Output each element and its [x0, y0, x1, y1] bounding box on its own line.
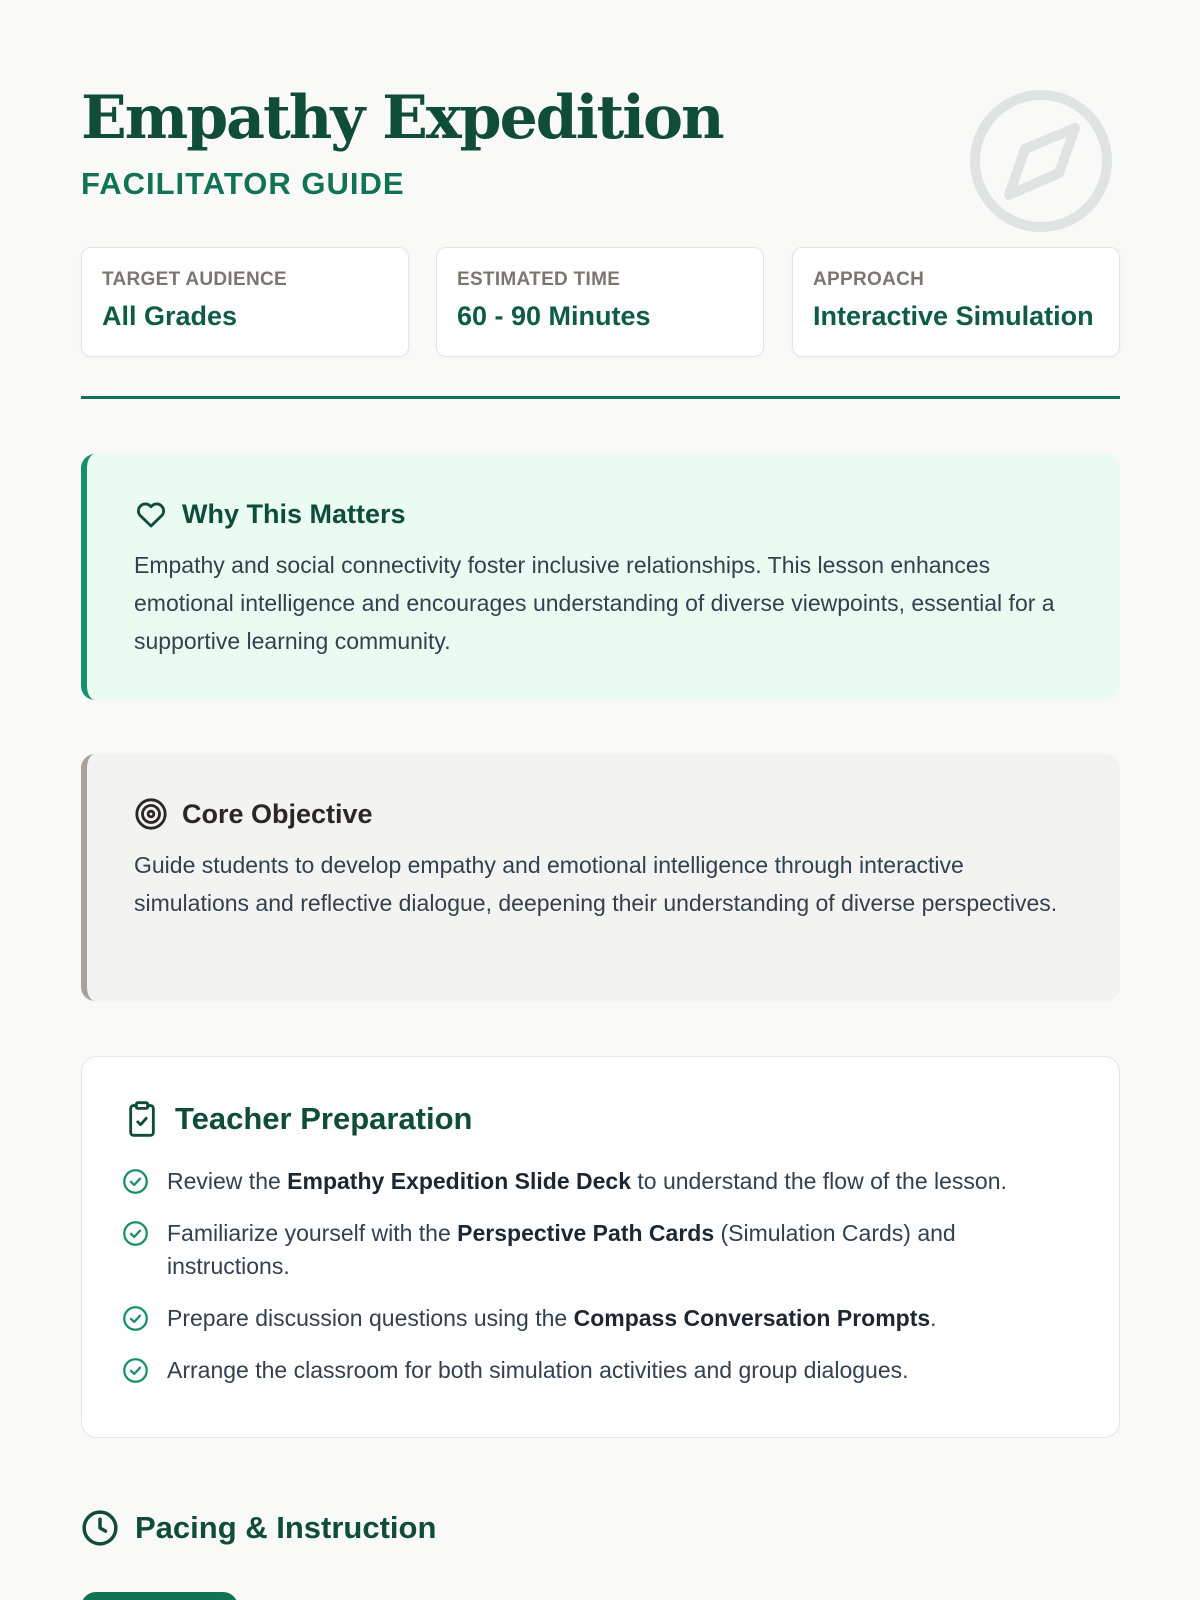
- header: [81, 0, 1120, 246]
- why-this-matters-text: Empathy and social connectivity foster inclusive relationships. This lesson enhances emotional intelligence and encourages understanding of diverse viewpoints, essential for a supportive learning community.: [134, 552, 1055, 654]
- info-card-label: APPROACH: [813, 269, 925, 290]
- info-card-approach: [792, 247, 1120, 357]
- list-item-text: Prepare discussion questions using the Compass Conversation Prompts.: [167, 1305, 937, 1331]
- list-item: [122, 1165, 1079, 1198]
- clipboard-check-icon: [125, 1100, 159, 1138]
- teacher-preparation-panel: [81, 1056, 1120, 1438]
- list-item-text: Arrange the classroom for both simulation activities and group dialogues.: [167, 1357, 909, 1383]
- section-divider: [81, 396, 1120, 399]
- check-circle-icon: [122, 1357, 149, 1384]
- pacing-title: Pacing & Instruction: [135, 1510, 437, 1545]
- list-item: [122, 1354, 1079, 1387]
- info-card-estimated-time: [436, 247, 764, 357]
- teacher-preparation-title: Teacher Preparation: [175, 1101, 473, 1136]
- target-icon: [134, 797, 168, 831]
- clock-icon: [81, 1509, 119, 1547]
- list-item: [122, 1217, 1079, 1283]
- list-item-text: Review the Empathy Expedition Slide Deck to understand the flow of the lesson.: [167, 1168, 1007, 1194]
- teacher-preparation-list: [122, 1165, 1079, 1387]
- core-objective-callout: [81, 754, 1120, 1001]
- check-circle-icon: [122, 1305, 149, 1332]
- info-card-value: All Grades: [102, 301, 238, 331]
- info-card-label: ESTIMATED TIME: [457, 269, 621, 290]
- info-card-value: 60 - 90 Minutes: [457, 301, 651, 331]
- compass-icon: [967, 87, 1115, 235]
- check-circle-icon: [122, 1168, 149, 1195]
- pacing-section-heading: [81, 1508, 436, 1548]
- why-this-matters-callout: [81, 454, 1120, 700]
- list-item-text: Familiarize yourself with the Perspective Path Cards (Simulation Cards) and instructions.: [167, 1220, 956, 1279]
- info-card-label: TARGET AUDIENCE: [102, 269, 287, 290]
- check-circle-icon: [122, 1220, 149, 1247]
- info-card-value: Interactive Simulation: [813, 301, 1094, 331]
- core-objective-title: Core Objective: [182, 799, 373, 829]
- page-title: Empathy Expedition: [81, 83, 723, 153]
- phase-tab[interactable]: [81, 1592, 238, 1600]
- why-this-matters-title: Why This Matters: [182, 499, 406, 529]
- heart-icon: [134, 497, 168, 531]
- page-subtitle: FACILITATOR GUIDE: [81, 166, 405, 201]
- info-cards: [81, 247, 1120, 357]
- info-card-target-audience: [81, 247, 409, 357]
- list-item: [122, 1302, 1079, 1335]
- facilitator-guide-page: [81, 0, 1120, 1545]
- core-objective-text: Guide students to develop empathy and emotional intelligence through interactive simulations and reflective dialogue, deepening their understanding of diverse perspectives.: [134, 852, 1058, 916]
